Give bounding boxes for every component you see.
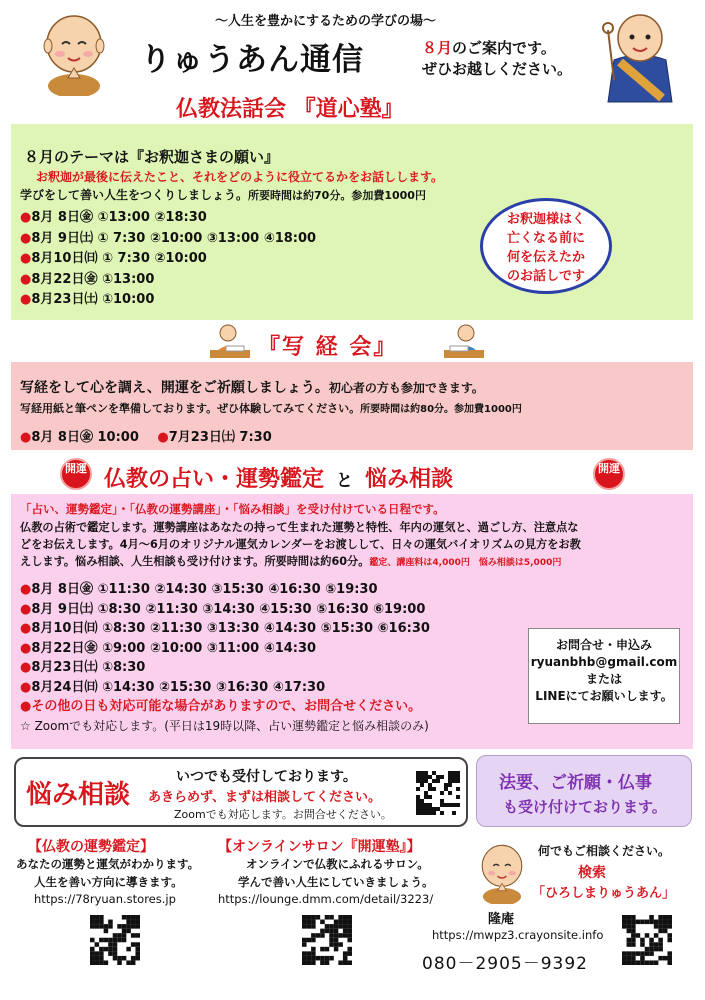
dharma-fee: 所要時間は約70分。参加費1000円: [248, 189, 426, 202]
header-announcement: [422, 38, 572, 80]
dharma-desc: [20, 186, 426, 203]
footer-salon-line2: 学んで善い人生にしていきましょう。: [238, 875, 434, 889]
shakyo-schedule: ●8月 8日㊎ 10:00 ●7月23日㈯ 7:30: [20, 430, 272, 445]
consultation-line1: いつでも受付しております。: [176, 769, 357, 785]
fortune-desc-2: どをお伝えします。4月～6月のオリジナル運気カレンダーをお渡しして、日々の運気バイオリズムの見方をお教: [20, 538, 581, 551]
memorial-line1: 法要、ご祈願・仏事: [499, 773, 652, 793]
fortune-section-title: 仏教の占い・運勢鑑定 と 悩み相談: [104, 467, 454, 492]
kaiun-badge: 開運: [593, 458, 625, 490]
consultation-line2: あきらめず、まずは相談してください。: [148, 790, 381, 805]
footer-fortune-line1: あなたの運勢と運気がわかります。: [16, 857, 200, 871]
monk-mascot-standing: [600, 10, 680, 105]
footer-fortune-title: 【仏教の運勢鑑定】: [28, 839, 154, 855]
announce-line2: ぜひお越しください。: [422, 60, 573, 78]
footer-name: 隆庵: [488, 912, 515, 927]
header-subtitle: ～人生を豊かにするための学びの場～: [215, 14, 437, 29]
schedule-row: ●8月10日㈰ ① 7:30 ②10:00: [20, 251, 207, 266]
writing-person-icon: [440, 322, 488, 362]
fortune-desc-1: 仏教の占術で鑑定します。運勢講座はあなたの持って生まれた運勢と特性、年内の運気と、過ごし方、注意点な: [20, 521, 579, 534]
footer-salon-url[interactable]: https://lounge.dmm.com/detail/3223/: [218, 892, 434, 906]
dharma-schedule: [20, 208, 316, 311]
footer-fortune-url[interactable]: https://78ryuan.stores.jp: [34, 892, 176, 906]
fortune-intro: 「占い、運勢鑑定」・「仏教の運勢講座」・「悩み相談」を受け付けている日程です。: [20, 502, 445, 516]
schedule-row: ●8月23日㈯ ①8:30: [20, 660, 146, 675]
dharma-speech-bubble: お釈迦様はく 亡くなる前に 何を伝えたか のお話しです: [480, 198, 612, 294]
schedule-row: ●8月23日㈯ ①10:00: [20, 292, 155, 307]
footer-search-label: 検索: [578, 865, 606, 881]
dharma-theme: ８月のテーマは『お釈迦さまの願い』: [24, 148, 280, 166]
schedule-row: ●8月 9日㈯ ① 7:30 ②10:00 ③13:00 ④18:00: [20, 230, 317, 246]
consultation-label: 悩み相談: [26, 780, 131, 810]
qr-code[interactable]: [622, 915, 672, 965]
writing-person-icon: [206, 322, 254, 362]
dharma-desc-red: お釈迦が最後に伝えたこと、それをどのように役立てるかをお話しします。: [36, 170, 444, 184]
consultation-line3: Zoomでも対応します。お問合せください。: [174, 808, 392, 821]
fortune-desc-3: えします。悩み相談、人生相談も受け付けます。所要時間は約60分。鑑定、講座料は4,000円 悩み相談は5,000円: [20, 555, 562, 568]
newsletter-title: りゅうあん通信: [140, 42, 364, 78]
fortune-note: ●その他の日も対応可能な場合がありますので、お問合せください。: [20, 699, 422, 714]
schedule-row: ●8月22日㊎ ①9:00 ②10:00 ③11:00 ④14:30: [20, 640, 317, 656]
dharma-desc-main: 学びをして善い人生をつくりしましょう。: [20, 188, 249, 202]
contact-box: お問合せ・申込み ryuanbhb@gmail.com または LINEにてお願いします。: [528, 628, 680, 724]
fortune-zoom-note: ☆ Zoomでも対応します。(平日は19時以降、占い運勢鑑定と悩み相談のみ): [20, 718, 429, 733]
schedule-row: ●8月10日㈰ ①8:30 ②11:30 ③13:30 ④14:30 ⑤15:30 ⑥16:30: [20, 621, 430, 636]
qr-code[interactable]: [90, 915, 140, 965]
shakyo-section-title: 『写 経 会』: [258, 335, 398, 360]
announce-rest: のご案内です。: [452, 39, 556, 57]
monk-mascot-praying: [474, 838, 530, 904]
schedule-row: ●8月 9日㈯ ①8:30 ②11:30 ③14:30 ④15:30 ⑤16:30 ⑥19:00: [20, 601, 426, 617]
footer-search-term: 「ひろしまりゅうあん」: [532, 886, 676, 901]
schedule-row: ●8月 8日㊎ ①13:00 ②18:30: [20, 210, 207, 225]
kaiun-badge: 開運: [60, 458, 92, 490]
qr-code[interactable]: [302, 915, 352, 965]
monk-mascot-praying: [38, 6, 110, 96]
fortune-schedule: [20, 580, 430, 736]
footer-consult: 何でもご相談ください。: [538, 844, 671, 858]
shakyo-line1: 写経をして心を調え、開運をご祈願しましょう。初心者の方も参加できます。: [20, 380, 484, 396]
memorial-service-box: [476, 755, 692, 827]
qr-code[interactable]: [416, 771, 460, 815]
announce-month: ８月: [422, 39, 453, 57]
contact-email[interactable]: ryuanbhb@gmail.com: [530, 655, 678, 669]
footer-phone: 080－2905－9392: [422, 954, 588, 974]
footer-salon-line1: オンラインで仏教にふれるサロン。: [246, 857, 429, 871]
schedule-row: ●8月24日㈰ ①14:30 ②15:30 ③16:30 ④17:30: [20, 679, 326, 695]
dharma-section-title: 仏教法話会 『道心塾』: [176, 97, 404, 122]
shakyo-line2: 写経用紙と筆ペンを準備しております。ぜひ体験してみてください。所要時間は約80分。参加費1000円: [20, 402, 522, 415]
footer-salon-title: 【オンラインサロン『開運塾』】: [218, 839, 421, 855]
memorial-line2: も受け付けております。: [503, 798, 667, 816]
footer-fortune-line2: 人生を善い方向に導きます。: [34, 875, 183, 889]
schedule-row: ●8月 8日㊎ ①11:30 ②14:30 ③15:30 ④16:30 ⑤19:30: [20, 582, 378, 597]
footer-site-url[interactable]: https://mwpz3.crayonsite.info: [432, 928, 604, 942]
consultation-box: [14, 757, 468, 827]
schedule-row: ●8月22日㊎ ①13:00: [20, 271, 155, 287]
